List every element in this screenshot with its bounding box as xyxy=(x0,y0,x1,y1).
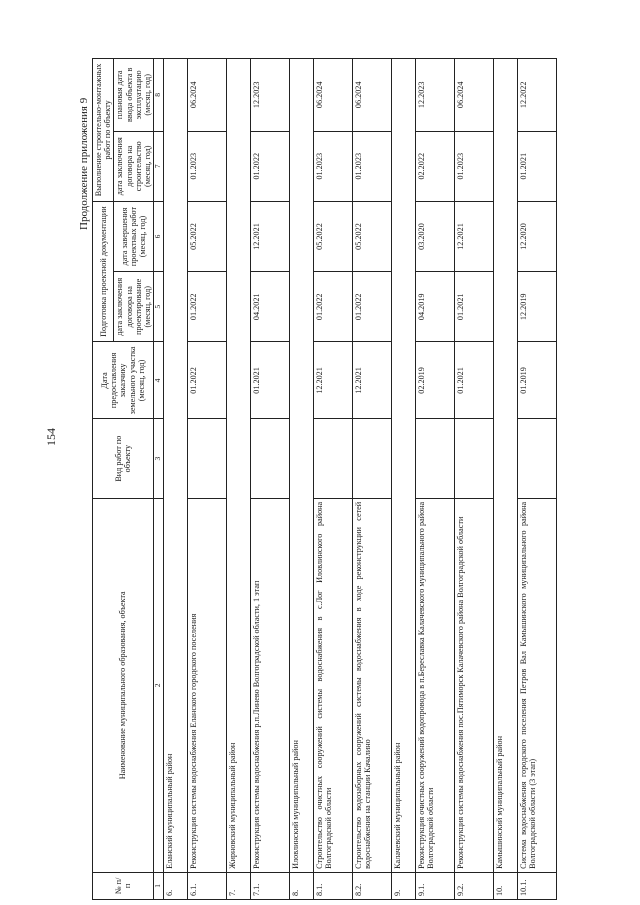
table-row xyxy=(517,59,556,900)
district-name: Жирновский муниципальный район xyxy=(226,59,250,873)
column-number: 1 xyxy=(154,872,163,899)
work-type xyxy=(415,419,454,498)
design-complete-date: 05.2022 xyxy=(352,201,391,271)
table-row xyxy=(454,59,493,900)
object-name: Система водоснабжения городского поселения Петров Вал Камышинского муниципального района Волгоградской области (3 этап) xyxy=(517,498,556,872)
district-name: Калачевский муниципальный район xyxy=(391,59,415,873)
design-contract-date: 04.2021 xyxy=(250,272,289,342)
district-name: Иловлинский муниципальный район xyxy=(289,59,313,873)
row-number: 8. xyxy=(289,872,313,899)
appendix-title: Продолжение приложения 9 xyxy=(78,97,90,230)
work-type xyxy=(517,419,556,498)
header-land-date: Дата предоставления заказчику земельного участка (месяц, год) xyxy=(93,342,154,419)
commissioning-date: 06.2024 xyxy=(352,59,391,132)
construction-contract-date: 01.2022 xyxy=(250,131,289,201)
header-num: № п/п xyxy=(93,872,154,899)
table-row xyxy=(415,59,454,900)
design-contract-date: 01.2022 xyxy=(352,272,391,342)
row-number: 6. xyxy=(163,872,187,899)
row-number: 9.2. xyxy=(454,872,493,899)
land-date: 12.2021 xyxy=(313,342,352,419)
design-complete-date: 05.2022 xyxy=(313,201,352,271)
construction-contract-date: 01.2023 xyxy=(454,131,493,201)
header-work-type: Вид работ по объекту xyxy=(93,419,154,498)
work-type xyxy=(250,419,289,498)
land-date: 01.2019 xyxy=(517,342,556,419)
commissioning-date: 12.2023 xyxy=(415,59,454,132)
table-body xyxy=(163,59,556,900)
district-row xyxy=(391,59,415,900)
object-name: Реконструкция системы водоснабжения Еланского городского поселения xyxy=(187,498,226,872)
header-object-name: Наименование муниципального образования, объекта xyxy=(93,498,154,872)
column-number: 6 xyxy=(154,201,163,271)
object-name: Реконструкция системы водоснабжения р.п.Линево Волгоградской области, 1 этап xyxy=(250,498,289,872)
commissioning-date: 06.2024 xyxy=(313,59,352,132)
row-number: 8.1. xyxy=(313,872,352,899)
land-date: 01.2021 xyxy=(454,342,493,419)
construction-contract-date: 01.2023 xyxy=(313,131,352,201)
object-name: Реконструкция очистных сооружений водопровода в п.Береславка Калачевского муниципального района Волгоградской области xyxy=(415,498,454,872)
page-number: 154 xyxy=(44,428,58,446)
column-number: 2 xyxy=(154,498,163,872)
work-type xyxy=(313,419,352,498)
work-type xyxy=(454,419,493,498)
construction-contract-date: 01.2023 xyxy=(352,131,391,201)
design-contract-date: 01.2022 xyxy=(187,272,226,342)
construction-contract-date: 01.2023 xyxy=(187,131,226,201)
district-row xyxy=(163,59,187,900)
work-type xyxy=(187,419,226,498)
object-name: Строительство очистных сооружений системы водоснабжения в с.Лог Иловлинского района Волгоградской области xyxy=(313,498,352,872)
row-number: 9. xyxy=(391,872,415,899)
commissioning-date: 12.2023 xyxy=(250,59,289,132)
design-complete-date: 12.2021 xyxy=(454,201,493,271)
row-number: 6.1. xyxy=(187,872,226,899)
table-row xyxy=(187,59,226,900)
column-number: 8 xyxy=(154,59,163,132)
header-design-complete: дата завершения проектных работ (месяц, год) xyxy=(114,201,154,271)
column-number: 5 xyxy=(154,272,163,342)
commissioning-date: 12.2022 xyxy=(517,59,556,132)
design-complete-date: 03.2020 xyxy=(415,201,454,271)
design-complete-date: 12.2020 xyxy=(517,201,556,271)
land-date: 01.2022 xyxy=(187,342,226,419)
design-contract-date: 01.2021 xyxy=(454,272,493,342)
design-contract-date: 04.2019 xyxy=(415,272,454,342)
table-row xyxy=(250,59,289,900)
column-number-row xyxy=(154,59,163,900)
object-name: Реконструкция системы водоснабжения пос.Пятиморск Калачевского района Волгоградской области xyxy=(454,498,493,872)
design-complete-date: 05.2022 xyxy=(187,201,226,271)
objects-table xyxy=(92,58,557,900)
construction-contract-date: 02.2022 xyxy=(415,131,454,201)
land-date: 02.2019 xyxy=(415,342,454,419)
district-name: Еланский муниципальный район xyxy=(163,59,187,873)
row-number: 7.1. xyxy=(250,872,289,899)
row-number: 9.1. xyxy=(415,872,454,899)
table-row xyxy=(352,59,391,900)
design-contract-date: 12.2019 xyxy=(517,272,556,342)
work-type xyxy=(352,419,391,498)
row-number: 10.1. xyxy=(517,872,556,899)
header-construction-group: Выполнение строительно-монтажных работ по объекту xyxy=(93,59,114,202)
column-number: 4 xyxy=(154,342,163,419)
row-number: 7. xyxy=(226,872,250,899)
district-row xyxy=(493,59,517,900)
column-number: 3 xyxy=(154,419,163,498)
object-name: Строительство водозаборных сооружений системы водоснабжения в ходе реконструкции сетей водоснабжения на станции Качалино xyxy=(352,498,391,872)
construction-contract-date: 01.2021 xyxy=(517,131,556,201)
commissioning-date: 06.2024 xyxy=(454,59,493,132)
column-number: 7 xyxy=(154,131,163,201)
design-contract-date: 01.2022 xyxy=(313,272,352,342)
district-name: Камышинский муниципальный район xyxy=(493,59,517,873)
land-date: 12.2021 xyxy=(352,342,391,419)
rotated-table-container xyxy=(92,58,592,900)
row-number: 8.2. xyxy=(352,872,391,899)
header-design-contract: дата заключения договора на проектирование (месяц, год) xyxy=(114,272,154,342)
header-commissioning: плановая дата ввода объекта в эксплуатацию (месяц, год) xyxy=(114,59,154,132)
row-number: 10. xyxy=(493,872,517,899)
header-design-group: Подготовка проектной документации xyxy=(93,201,114,342)
commissioning-date: 06.2024 xyxy=(187,59,226,132)
table-header xyxy=(93,59,164,900)
design-complete-date: 12.2021 xyxy=(250,201,289,271)
district-row xyxy=(226,59,250,900)
district-row xyxy=(289,59,313,900)
table-row xyxy=(313,59,352,900)
land-date: 01.2021 xyxy=(250,342,289,419)
header-construction-contract: дата заключения договора на строительство (месяц, год) xyxy=(114,131,154,201)
